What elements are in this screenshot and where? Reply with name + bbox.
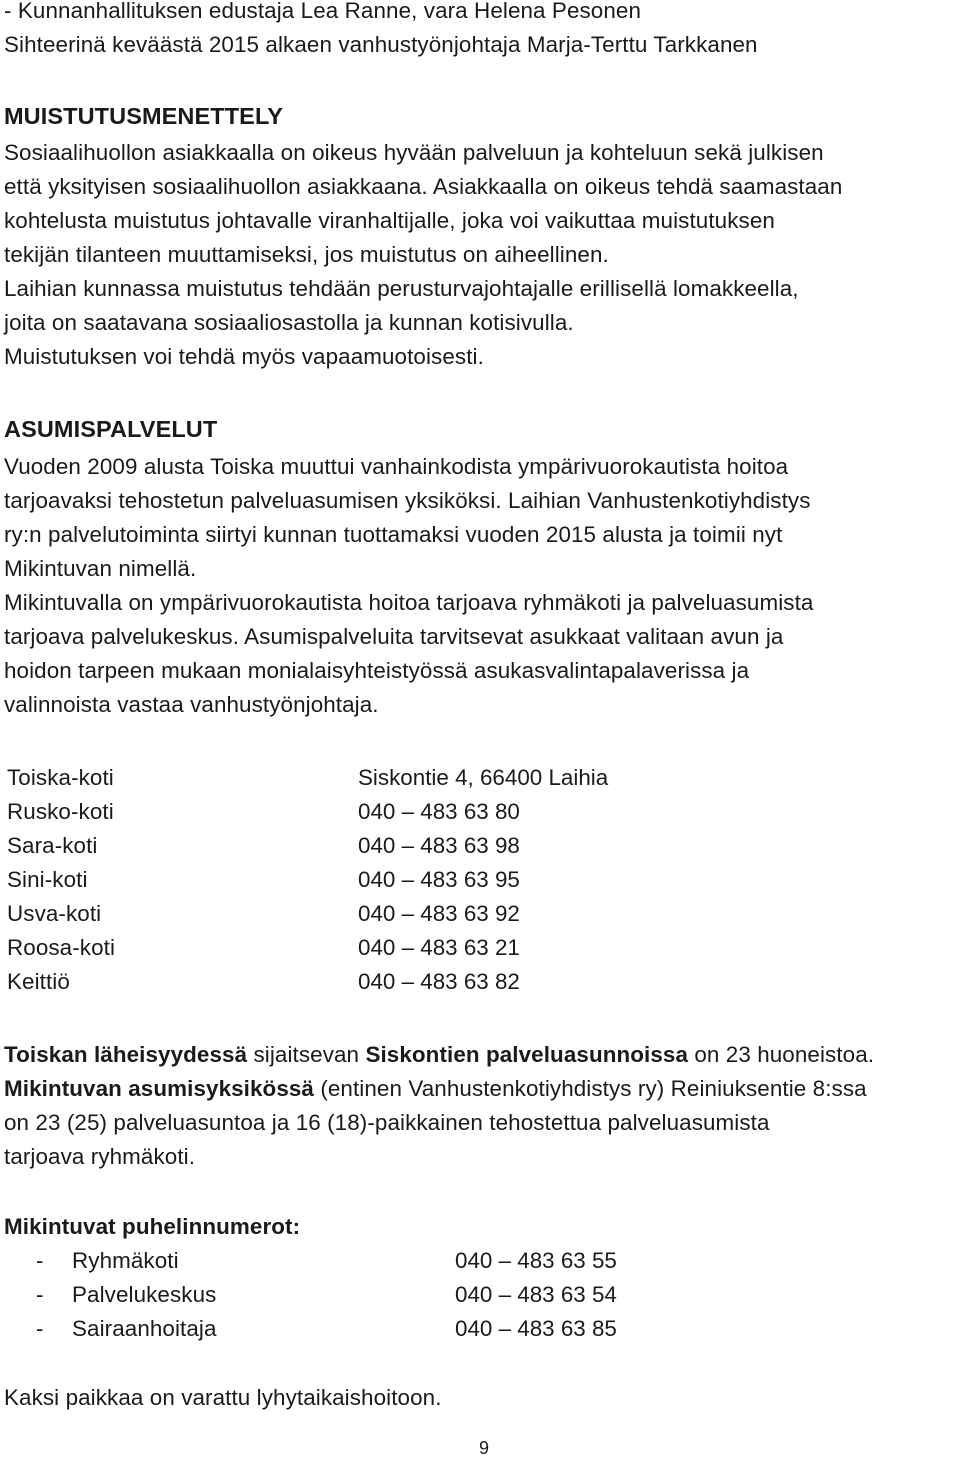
paragraph-line: Sosiaalihuollon asiakkaalla on oikeus hyvään palveluun ja kohteluun sekä julkisen (4, 140, 824, 165)
paragraph-line: Muistutuksen voi tehdä myös vapaamuotoisesti. (4, 344, 484, 369)
unit-phone: 040 – 483 63 92 (358, 901, 520, 926)
unit-phone: 040 – 483 63 21 (358, 935, 520, 960)
summary-line (4, 1038, 874, 1072)
unit-name: Keittiö (7, 969, 70, 994)
paragraph-line: tarjoava palvelukeskus. Asumispalveluita tarvitsevat asukkaat valitaan avun ja (4, 624, 784, 649)
bold-phrase: Siskontien palveluasunnoissa (365, 1042, 689, 1067)
phone-label: Ryhmäkoti (72, 1248, 179, 1273)
paragraph-line: valinnoista vastaa vanhustyönjohtaja. (4, 692, 379, 717)
phone-number: 040 – 483 63 85 (455, 1316, 617, 1341)
secretary-line: Sihteerinä keväästä 2015 alkaen vanhustyönjohtaja Marja-Terttu Tarkkanen (4, 32, 758, 57)
page-number: 9 (478, 1438, 489, 1458)
bold-phrase: Toiskan läheisyydessä (4, 1042, 248, 1067)
paragraph-line: kohtelusta muistutus johtavalle viranhaltijalle, joka voi vaikuttaa muistutuksen (4, 208, 775, 233)
paragraph-line: ry:n palvelutoiminta siirtyi kunnan tuottamaksi vuoden 2015 alusta ja toimii nyt (4, 522, 783, 547)
paragraph-line: tekijän tilanteen muuttamiseksi, jos muistutus on aiheellinen. (4, 242, 609, 267)
unit-name: Sara-koti (7, 833, 98, 858)
unit-name: Toiska-koti (7, 765, 114, 790)
paragraph-line: Mikintuvan nimellä. (4, 556, 197, 581)
section-heading-asumispalvelut: ASUMISPALVELUT (4, 416, 218, 442)
unit-name: Usva-koti (7, 901, 102, 926)
paragraph-line: Laihian kunnassa muistutus tehdään perusturvajohtajalle erillisellä lomakkeella, (4, 276, 799, 301)
unit-phone: 040 – 483 63 98 (358, 833, 520, 858)
list-dash: - (36, 1316, 44, 1341)
phone-label: Sairaanhoitaja (72, 1316, 217, 1341)
phone-label: Palvelukeskus (72, 1282, 217, 1307)
paragraph-line: hoidon tarpeen mukaan monialaisyhteistyössä asukasvalintapalaverissa ja (4, 658, 750, 683)
phones-heading: Mikintuvat puhelinnumerot: (4, 1214, 301, 1239)
bold-phrase: Mikintuvan asumisyksikössä (4, 1076, 314, 1101)
section-heading-muistutus: MUISTUTUSMENETTELY (4, 103, 284, 129)
list-dash: - (36, 1248, 44, 1273)
paragraph-line: tarjoavaksi tehostetun palveluasumisen yksiköksi. Laihian Vanhustenkotiyhdistys (4, 488, 811, 513)
paragraph-line: joita on saatavana sosiaaliosastolla ja kunnan kotisivulla. (4, 310, 574, 335)
summary-line: on 23 (25) palveluasuntoa ja 16 (18)-paikkainen tehostettua palveluasumista (4, 1110, 770, 1135)
committee-member-line: - Kunnanhallituksen edustaja Lea Ranne, vara Helena Pesonen (4, 0, 642, 23)
paragraph-line: Mikintuvalla on ympärivuorokautista hoitoa tarjoava ryhmäkoti ja palveluasumista (4, 590, 814, 615)
unit-phone: 040 – 483 63 80 (358, 799, 520, 824)
list-dash: - (36, 1282, 44, 1307)
unit-phone: 040 – 483 63 95 (358, 867, 520, 892)
unit-name: Sini-koti (7, 867, 88, 892)
paragraph-line: Vuoden 2009 alusta Toiska muuttui vanhainkodista ympärivuorokautista hoitoa (4, 454, 789, 479)
summary-line: tarjoava ryhmäkoti. (4, 1144, 196, 1169)
phone-number: 040 – 483 63 55 (455, 1248, 617, 1273)
text-phrase: (entinen Vanhustenkotiyhdistys ry) Reiniuksentie 8:ssa (314, 1076, 867, 1101)
phone-item-name (36, 1312, 217, 1346)
phone-item-name (36, 1278, 216, 1312)
unit-name: Roosa-koti (7, 935, 116, 960)
text-phrase: on 23 huoneistoa. (688, 1042, 875, 1067)
footer-note: Kaksi paikkaa on varattu lyhytaikaishoitoon. (4, 1385, 442, 1410)
paragraph-line: että yksityisen sosiaalihuollon asiakkaana. Asiakkaalla on oikeus tehdä saamastaan (4, 174, 843, 199)
unit-name: Rusko-koti (7, 799, 114, 824)
unit-value: Siskontie 4, 66400 Laihia (358, 765, 609, 790)
unit-phone: 040 – 483 63 82 (358, 969, 520, 994)
text-phrase: sijaitsevan (247, 1042, 366, 1067)
phone-item-name (36, 1244, 179, 1278)
phone-number: 040 – 483 63 54 (455, 1282, 617, 1307)
summary-line (4, 1072, 867, 1106)
